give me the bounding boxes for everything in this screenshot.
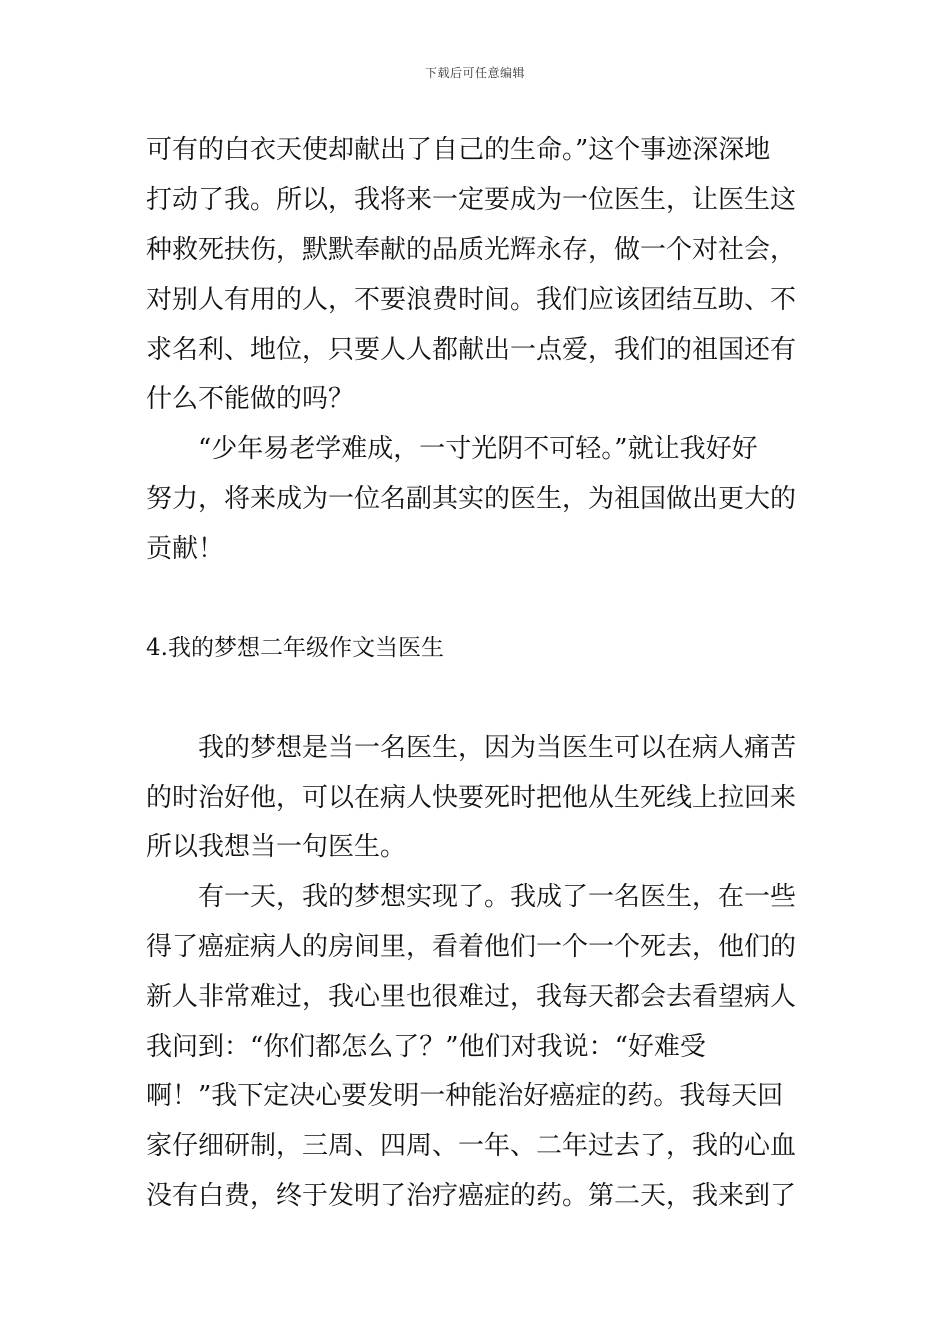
paragraph-line: 求名利、地位，只要人人都献出一点爱，我们的祖国还有 <box>146 335 797 365</box>
paragraph-line: 得了癌症病人的房间里，看着他们一个一个死去，他们的 <box>146 932 797 962</box>
paragraph-line: 新人非常难过，我心里也很难过，我每天都会去看望病人 <box>146 982 797 1012</box>
paragraph-line: 打动了我。所以，我将来一定要成为一位医生，让医生这 <box>146 185 797 215</box>
paragraph-line: 所以我想当一句医生。 <box>146 832 407 862</box>
paragraph-line: 我的梦想是当一名医生，因为当医生可以在病人痛苦 <box>198 733 797 763</box>
page-header: 下载后可任意编辑 <box>424 66 525 80</box>
paragraph-line: 有一天，我的梦想实现了。我成了一名医生，在一些 <box>198 882 797 912</box>
paragraph-line: 家仔细研制，三周、四周、一年、二年过去了，我的心血 <box>146 1131 797 1161</box>
paragraph-line: 贡献！ <box>146 534 225 564</box>
paragraph-line: 没有白费，终于发明了治疗癌症的药。第二天，我来到了 <box>146 1181 797 1211</box>
paragraph-line: 啊！”我下定决心要发明一种能治好癌症的药。我每天回 <box>146 1081 784 1111</box>
paragraph-line: 的时治好他，可以在病人快要死时把他从生死线上拉回来 <box>146 783 797 813</box>
section-heading: 4.我的梦想二年级作文当医生 <box>146 635 444 661</box>
paragraph-line: 我问到：“你们都怎么了？”他们对我说：“好难受 <box>146 1032 706 1062</box>
paragraph-line: “少年易老学难成，一寸光阴不可轻。”就让我好好 <box>198 434 758 464</box>
paragraph-line: 种救死扶伤，默默奉献的品质光辉永存，做一个对社会， <box>146 235 797 265</box>
paragraph-line: 努力，将来成为一位名副其实的医生，为祖国做出更大的 <box>146 484 797 514</box>
paragraph-line: 什么不能做的吗？ <box>146 384 355 414</box>
paragraph-line: 对别人有用的人，不要浪费时间。我们应该团结互助、不 <box>146 285 797 315</box>
paragraph-line: 可有的白衣天使却献出了自己的生命。”这个事迹深深地 <box>146 135 771 165</box>
